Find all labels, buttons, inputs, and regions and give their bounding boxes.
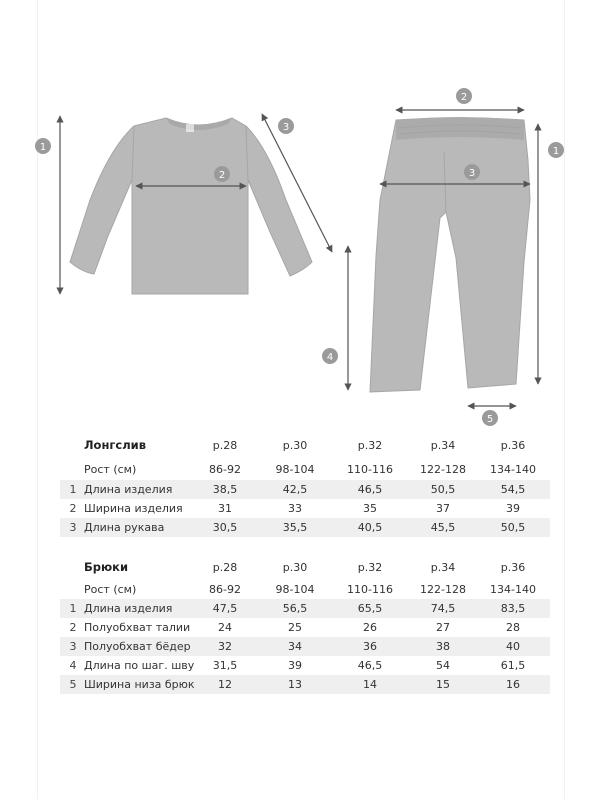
cell-value: 28 xyxy=(506,621,520,634)
size-header: р.34 xyxy=(430,561,456,574)
row-label: Ширина низа брюк xyxy=(84,678,195,691)
row-number: 5 xyxy=(69,678,77,691)
cell-value: 34 xyxy=(288,640,302,653)
row-label: Длина по шаг. шву xyxy=(84,659,195,672)
row-label: Ширина изделия xyxy=(84,502,183,515)
size-header: р.30 xyxy=(282,439,308,452)
longsleeve-illustration xyxy=(70,118,312,294)
cell-value: 35,5 xyxy=(282,521,308,534)
table-title: Лонгслив xyxy=(84,438,146,452)
table-title: Брюки xyxy=(84,560,129,574)
height-label: Рост (см) xyxy=(84,583,137,596)
cell-value: 26 xyxy=(363,621,377,634)
row-label: Полуобхват талии xyxy=(84,621,191,634)
table-header-row xyxy=(60,436,550,455)
cell-value: 31 xyxy=(218,502,232,515)
height-value: 86-92 xyxy=(209,463,241,476)
cell-value: 30,5 xyxy=(212,521,238,534)
table-row xyxy=(60,656,550,675)
row-number: 1 xyxy=(69,602,77,615)
cell-value: 16 xyxy=(506,678,520,691)
cell-value: 38 xyxy=(436,640,450,653)
cell-value: 15 xyxy=(436,678,450,691)
cell-value: 38,5 xyxy=(212,483,238,496)
cell-value: 25 xyxy=(288,621,302,634)
row-number: 2 xyxy=(69,502,77,515)
table-row xyxy=(60,480,550,499)
size-header: р.32 xyxy=(357,439,383,452)
height-value: 98-104 xyxy=(275,583,315,596)
pants-illustration xyxy=(370,117,530,392)
height-value: 134-140 xyxy=(490,463,536,476)
cell-value: 27 xyxy=(436,621,450,634)
row-number: 4 xyxy=(69,659,77,672)
cell-value: 65,5 xyxy=(357,602,383,615)
height-value: 134-140 xyxy=(490,583,536,596)
pants-marker-3: 3 xyxy=(468,168,476,179)
table-row xyxy=(60,518,550,537)
cell-value: 83,5 xyxy=(500,602,526,615)
longsleeve-size-table xyxy=(60,436,550,537)
size-header: р.30 xyxy=(282,561,308,574)
cell-value: 61,5 xyxy=(500,659,526,672)
pants-marker-5: 5 xyxy=(486,414,494,425)
cell-value: 46,5 xyxy=(357,483,383,496)
cell-value: 40 xyxy=(506,640,520,653)
shirt-marker-2: 2 xyxy=(218,170,226,181)
pants-marker-2: 2 xyxy=(460,92,468,103)
cell-value: 56,5 xyxy=(282,602,308,615)
height-value: 98-104 xyxy=(275,463,315,476)
cell-value: 33 xyxy=(288,502,302,515)
pants-size-table xyxy=(60,558,550,694)
cell-value: 14 xyxy=(363,678,377,691)
cell-value: 45,5 xyxy=(430,521,456,534)
cell-value: 37 xyxy=(436,502,450,515)
height-row xyxy=(60,460,550,479)
size-header: р.36 xyxy=(500,439,526,452)
row-label: Полуобхват бёдер xyxy=(84,640,191,653)
shirt-marker-3: 3 xyxy=(282,122,290,133)
cell-value: 39 xyxy=(288,659,302,672)
height-value: 110-116 xyxy=(347,463,393,476)
size-header: р.28 xyxy=(212,561,238,574)
cell-value: 54,5 xyxy=(500,483,526,496)
cell-value: 24 xyxy=(218,621,232,634)
table-row xyxy=(60,499,550,518)
size-header: р.28 xyxy=(212,439,238,452)
cell-value: 40,5 xyxy=(357,521,383,534)
cell-value: 39 xyxy=(506,502,520,515)
cell-value: 35 xyxy=(363,502,377,515)
table-row xyxy=(60,637,550,656)
row-label: Длина рукава xyxy=(84,521,165,534)
height-value: 122-128 xyxy=(420,463,466,476)
cell-value: 31,5 xyxy=(212,659,238,672)
pants-marker-1: 1 xyxy=(552,146,560,157)
row-label: Длина изделия xyxy=(84,602,173,615)
pants-marker-4: 4 xyxy=(326,352,334,363)
cell-value: 42,5 xyxy=(282,483,308,496)
size-header: р.36 xyxy=(500,561,526,574)
row-number: 3 xyxy=(69,640,77,653)
table-row xyxy=(60,599,550,618)
shirt-marker-1: 1 xyxy=(39,142,47,153)
height-value: 110-116 xyxy=(347,583,393,596)
height-row xyxy=(60,580,550,599)
height-value: 86-92 xyxy=(209,583,241,596)
cell-value: 54 xyxy=(436,659,450,672)
cell-value: 74,5 xyxy=(430,602,456,615)
cell-value: 46,5 xyxy=(357,659,383,672)
height-label: Рост (см) xyxy=(84,463,137,476)
table-row xyxy=(60,618,550,637)
cell-value: 12 xyxy=(218,678,232,691)
table-row xyxy=(60,675,550,694)
height-value: 122-128 xyxy=(420,583,466,596)
size-header: р.32 xyxy=(357,561,383,574)
row-number: 2 xyxy=(69,621,77,634)
cell-value: 50,5 xyxy=(430,483,456,496)
cell-value: 50,5 xyxy=(500,521,526,534)
table-header-row xyxy=(60,558,550,577)
size-header: р.34 xyxy=(430,439,456,452)
row-number: 3 xyxy=(69,521,77,534)
cell-value: 47,5 xyxy=(212,602,238,615)
cell-value: 13 xyxy=(288,678,302,691)
row-label: Длина изделия xyxy=(84,483,173,496)
cell-value: 32 xyxy=(218,640,232,653)
row-number: 1 xyxy=(69,483,77,496)
cell-value: 36 xyxy=(363,640,377,653)
